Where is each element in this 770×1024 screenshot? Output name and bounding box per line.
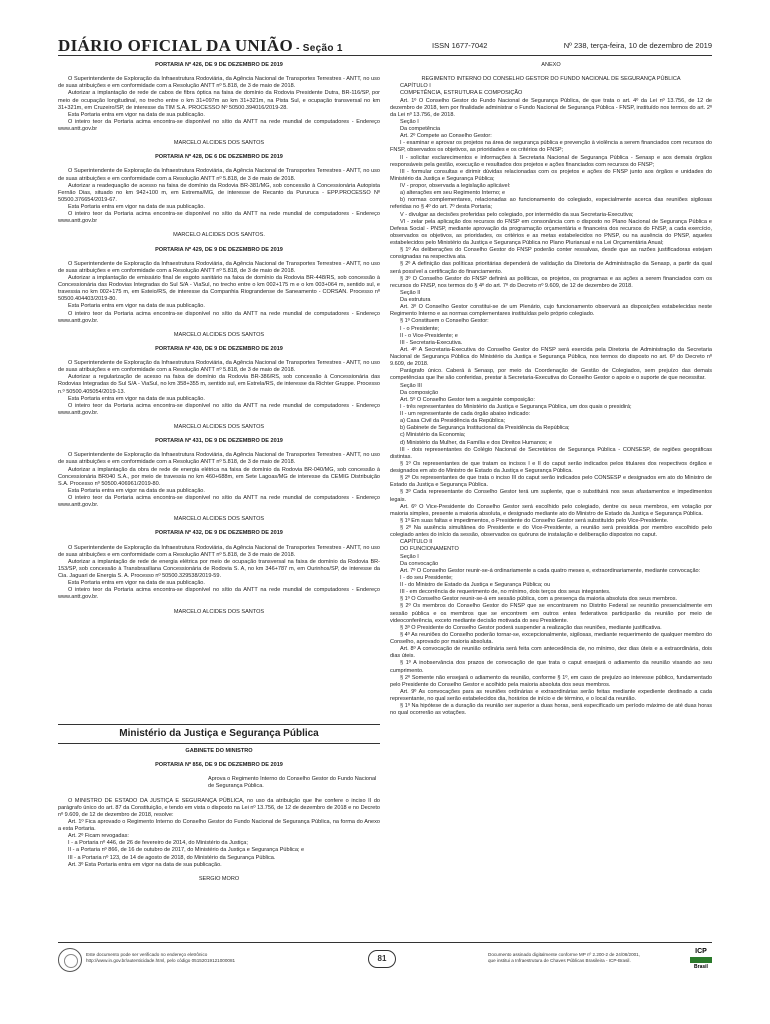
- page-header: [58, 36, 712, 54]
- paragraph: Autorizar a implantação de rede de energia elétrica por meio de ocupação transversal na faixa de domínio da Rodovia BR-153/SP, sob concessão à Transbrasiliana Concessionária de Rodovia S. A, no km 346+787 m, em Ourinhos/SP, de interesse da Cia. Jaguari de Energia S. A. Processo nº 50500.329538/2019-59.: [58, 558, 380, 579]
- paragraph: Art. 2º Ficam revogadas:: [68, 833, 129, 840]
- paragraph: III - formular consultas e dirimir dúvidas relacionadas com os projetos e ações do FNSP junto aos órgãos e unidades do Ministério da Justiça e Segurança Pública;: [390, 168, 712, 182]
- footer-rule: [58, 942, 712, 943]
- paragraph: a) Casa Civil da Presidência da República;: [400, 418, 506, 425]
- signature-line-2: que institui a Infraestrutura de Chaves Públicas Brasileira - ICP-Brasil.: [488, 958, 631, 963]
- paragraph: GABINETE DO MINISTRO: [185, 748, 253, 754]
- paragraph: I - examinar e aprovar os projetos na área de segurança pública e prevenção à violência a serem financiados com recursos do FNSP, observados os objetivos, as prioridades e os critérios do FNSP;: [390, 140, 712, 154]
- paragraph: a) alterações em seu Regimento Interno; e: [400, 190, 506, 197]
- paragraph: Art. 8º A convocação de reunião ordinária será feita com antecedência de, no mínimo, dez dias úteis e a extraordinária, dois dias úteis.: [390, 646, 712, 660]
- paragraph: Seção I: [400, 553, 419, 560]
- paragraph: CAPÍTULO II: [400, 539, 433, 546]
- paragraph: Art. 4º A Secretaria-Executiva do Conselho Gestor do FNSP será exercida pela Diretoria de Administração da Secretaria Nacional de Segurança Pública do Ministério da Justiça e Segurança Pública, nos termos do disposto no art. 6º do Decreto nº 9.609, de 2018.: [390, 346, 712, 368]
- paragraph: I - três representantes do Ministério da Justiça e Segurança Pública, um dos quais o presidirá;: [400, 403, 632, 410]
- paragraph: O Superintendente de Exploração da Infraestrutura Rodoviária, da Agência Nacional de Transportes Terrestres - ANTT, no uso de suas atribuições e em conformidade com a Resolução ANTT nº 5.818, de 3 de maio de 2018.: [58, 168, 380, 182]
- paragraph: § 1º Constituem o Conselho Gestor:: [400, 318, 489, 325]
- paragraph: IV - propor, observada a legislação aplicável:: [400, 183, 511, 189]
- publication-title: [58, 36, 343, 56]
- paragraph: Art. 2º Compete ao Conselho Gestor:: [400, 133, 492, 140]
- verify-line-1: Este documento pode ser verificado no endereço eletrônico: [86, 952, 208, 957]
- paragraph: b) Gabinete de Segurança Institucional da Presidência da República;: [400, 425, 570, 432]
- paragraph: Aprova o Regimento Interno do Conselho Gestor do Fundo Nacional de Segurança Pública.: [208, 776, 377, 790]
- coat-of-arms-icon: [58, 948, 82, 972]
- paragraph: O Superintendente de Exploração da Infraestrutura Rodoviária, da Agência Nacional de Transportes Terrestres - ANTT, no uso de suas atribuições e em conformidade com a Resolução ANTT nº 5.818, de 3 de maio de 2018.: [58, 544, 380, 558]
- paragraph: SERGIO MORO: [198, 875, 240, 882]
- paragraph: O inteiro teor da Portaria acima encontra-se disponível no sítio da ANTT na rede mundial de computadores - Endereço www.antt.gov.br.: [58, 310, 380, 324]
- paragraph: § 1º Em suas faltas e impedimentos, o Presidente do Conselho Gestor será substituído pelo Vice-Presidente.: [400, 517, 669, 524]
- section-label: - Seção 1: [293, 43, 343, 54]
- icp-brasil-icon: [690, 948, 712, 972]
- brand-name: DIÁRIO OFICIAL DA UNIÃO: [58, 36, 294, 55]
- paragraph: MARCELO ALCIDES DOS SANTOS.: [173, 232, 265, 239]
- paragraph: Art. 7º O Conselho Gestor reunir-se-á ordinariamente a cada quatro meses e, extraordinariamente, mediante convocação:: [400, 567, 701, 574]
- paragraph: CAPÍTULO I: [400, 83, 431, 90]
- paragraph: PORTARIA Nº 432, DE 9 DE DEZEMBRO DE 2019: [155, 530, 283, 537]
- paragraph: PORTARIA Nº 426, DE 9 DE DEZEMBRO DE 2019: [155, 62, 283, 68]
- paragraph: MARCELO ALCIDES DOS SANTOS: [173, 516, 265, 523]
- paragraph: O inteiro teor da Portaria acima encontra-se disponível no sítio da ANTT na rede mundial de computadores - Endereço www.antt.gov.br.: [58, 587, 380, 601]
- paragraph: Da convocação: [400, 560, 439, 567]
- paragraph: III - a Portaria nº 123, de 14 de agosto de 2018, do Ministério da Segurança Pública.: [68, 854, 276, 861]
- left-column: [58, 62, 380, 750]
- paragraph: III - em decorrência de requerimento de, no mínimo, dois terços dos seus integrantes.: [400, 589, 611, 596]
- paragraph: ANEXO: [541, 62, 561, 68]
- paragraph: Seção III: [400, 382, 422, 389]
- paragraph: COMPETÊNCIA, ESTRUTURA E COMPOSIÇÃO: [400, 90, 523, 97]
- paragraph: II - solicitar esclarecimentos e informações à Secretaria Nacional de Segurança Pública - Senasp e aos demais órgãos responsáveis pela gestão, execução e resultados dos projetos e ações financiados com recursos do FNSP;: [390, 154, 712, 168]
- paragraph: MARCELO ALCIDES DOS SANTOS: [173, 331, 265, 338]
- verification-text: [86, 952, 235, 964]
- paragraph: PORTARIA Nº 428, DE 6 DE DEZEMBRO DE 2019: [155, 154, 283, 161]
- paragraph: § 1º O Conselho Gestor reunir-se-á em sessão pública, com a presença da maioria absoluta dos seus membros.: [400, 596, 678, 603]
- paragraph: Seção II: [400, 289, 421, 296]
- paragraph: DO FUNCIONAMENTO: [400, 546, 459, 553]
- paragraph: O Superintendente de Exploração da Infraestrutura Rodoviária, da Agência Nacional de Transportes Terrestres - ANTT, no uso de suas atribuições e em conformidade com a Resolução ANTT nº 5.818, de 3 de maio de 2018.: [58, 260, 380, 274]
- paragraph: § 2º Na ausência simultânea do Presidente e do Vice-Presidente, a reunião será presidida por membro escolhido pelo colegiado antes do início da sessão, observados os quóruns de instalação e deliberação dispostos no caput.: [390, 525, 712, 539]
- paragraph: O inteiro teor da Portaria acima encontra-se disponível no sítio da ANTT na rede mundial de computadores - Endereço www.antt.gov.br: [58, 118, 380, 132]
- ministry-heading: Ministério da Justiça e Segurança Pública: [58, 724, 380, 744]
- paragraph: MARCELO ALCIDES DOS SANTOS: [173, 140, 265, 147]
- paragraph: Autorizar a implantação de emissário final de esgoto sanitário na faixa de domínio da Rodovia BR-448/RS, sob concessão à Concessionária das Rodovias Integradas do Sul S/A - ViaSul, no trecho entre o km 002+175 m e o km 003+064 m, sentido sul, e travessia no km 002+175 m, em Esteio/RS, de interesse da Companhia Riograndense de Saneamento - CORSAN. Processo nº 50500.404403/2019-80.: [58, 274, 380, 303]
- edition-date: Nº 238, terça-feira, 10 de dezembro de 2019: [563, 41, 712, 50]
- paragraph: § 4º As reuniões do Conselho poderão tornar-se, excepcionalmente, sigilosas, mediante requerimento de qualquer membro do Conselho, aprovado por maioria absoluta.: [390, 631, 712, 645]
- paragraph: d) Ministério da Mulher, da Família e dos Direitos Humanos; e: [400, 439, 552, 446]
- paragraph: § 2º Os representantes de que trata o inciso III do caput serão indicados pelo CONSESP e designados em ato do Ministro de Estado da Justiça e Segurança Pública.: [390, 475, 712, 489]
- paragraph: § 3º Cada representante do Conselho Gestor terá um suplente, que o substituirá nos seus afastamentos e impedimentos legais.: [390, 489, 712, 503]
- issn-label: ISSN 1677-7042: [432, 41, 488, 50]
- signature-line-1: Documento assinado digitalmente conforme MP nº 2.200-2 de 24/08/2001,: [488, 952, 641, 957]
- paragraph: O inteiro teor da Portaria acima encontra-se disponível no sítio da ANTT na rede mundial de computadores - Endereço www.antt.gov.br: [58, 211, 380, 225]
- paragraph: c) Ministério da Economia;: [400, 432, 466, 439]
- paragraph: § 2º A definição das políticas prioritárias dependerá de validação da Diretoria de Administração da Senasp, a partir da qual será possível a certificação do financiamento.: [390, 261, 712, 275]
- right-column: [390, 62, 712, 997]
- paragraph: III - dois representantes do Colégio Nacional de Secretários de Segurança Pública - CONSESP, de regiões geográficas distintas.: [390, 446, 712, 460]
- paragraph: MARCELO ALCIDES DOS SANTOS: [173, 424, 265, 430]
- paragraph: Esta Portaria entra em vigor na data de sua publicação.: [68, 395, 205, 402]
- paragraph: Autorizar a implantação da obra de rede de energia elétrica na faixa de domínio da Rodovia BR-040/MG, sob concessão à Concessionária BR040 S.A., por meio de travessia no km 460+688m, em Sete Lagoas/MG de interesse da CEMIG Distribuição S.A. Processo nº 50500.406961/2019-80.: [58, 466, 380, 487]
- paragraph: § 1º Os representantes de que tratam os incisos I e II do caput serão indicados pelos titulares dos respectivos órgãos e designados em ato do Ministro de Estado da Justiça e Segurança Pública.: [390, 460, 712, 474]
- paragraph: II - do Ministro de Estado da Justiça e Segurança Pública; ou: [400, 582, 551, 588]
- paragraph: § 2º Somente não ensejará o adiamento da reunião, conforme § 1º, em caso de prejuízo ao interesse público, fundamentado pelo Presidente do Conselho Gestor e acolhido pela maioria absoluta dos seus membros.: [390, 674, 712, 688]
- paragraph: III - Secretaria-Executiva.: [400, 339, 463, 346]
- paragraph: Da composição: [400, 389, 439, 396]
- page-footer: [58, 946, 712, 976]
- paragraph: O inteiro teor da Portaria acima encontra-se disponível no sítio da ANTT na rede mundial de computadores - Endereço www.antt.gov.br.: [58, 402, 380, 416]
- page-number: 81: [368, 950, 396, 968]
- paragraph: Autorizar a regularização de acesso na faixa de domínio da Rodovia BR-386/RS, sob concessão à Concessionária das Rodovias Integradas do Sul S/A - ViaSul, no km 358+355 m, sentido sul, em Estrela/RS, de interesse da Richter Gruppe. Processo n.º 50500.405054/2019-13.: [58, 374, 380, 395]
- paragraph: II - a Portaria nº 866, de 16 de outubro de 2017, do Ministério da Justiça e Segurança Pública; e: [68, 847, 305, 854]
- verify-line-2[interactable]: http://www.in.gov.br/autenticidade.html, pelo código 05152019121000081: [86, 958, 236, 963]
- paragraph: I - a Portaria nº 446, de 26 de fevereiro de 2014, do Ministério da Justiça;: [68, 840, 248, 847]
- paragraph: PORTARIA Nº 429, DE 9 DE DEZEMBRO DE 2019: [155, 246, 283, 253]
- paragraph: § 1º As deliberações do Conselho Gestor do FNSP poderão conter ressalvas, desde que as razões justificadoras estejam consignadas na respectiva ata.: [390, 247, 712, 261]
- paragraph: § 3º O Presidente do Conselho Gestor poderá suspender a realização das reuniões, mediante justificativa.: [400, 624, 662, 631]
- paragraph: O MINISTRO DE ESTADO DA JUSTIÇA E SEGURANÇA PÚBLICA, no uso da atribuição que lhe confere o inciso II do parágrafo único do art. 87 da Constituição, e tendo em vista o disposto na Lei nº 13.756, de 12 de dezembro de 2018 e no Decreto nº 9.609, de 12 de dezembro de 2018, resolve:: [58, 797, 380, 818]
- paragraph: b) normas complementares, relacionadas ao funcionamento do colegiado, especialmente acerca das reuniões sigilosas referidas no § 4º do art. 7º desta Portaria;: [390, 197, 712, 211]
- paragraph: Da competência: [400, 126, 441, 132]
- header-rule: [58, 55, 712, 56]
- paragraph: Esta Portaria entra em vigor na data de sua publicação.: [68, 580, 205, 587]
- paragraph: Art. 1º Fica aprovado o Regimento Interno do Conselho Gestor do Fundo Nacional de Segurança Pública, na forma do Anexo a esta Portaria.: [58, 818, 380, 832]
- paragraph: Art. 9º As convocações para as reuniões ordinárias e extraordinárias serão feitas mediante expediente destinado a cada representante, no qual serão estabelecidos dia, horários de início e de término, e o local da reunião.: [390, 688, 712, 702]
- paragraph: O Superintendente de Exploração da Infraestrutura Rodoviária, da Agência Nacional de Transportes Terrestres - ANTT, no uso de suas atribuições e em conformidade com a Resolução ANTT nº 5.818, de 3 de maio de 2018.: [58, 76, 380, 90]
- paragraph: REGIMENTO INTERNO DO CONSELHO GESTOR DO FUNDO NACIONAL DE SEGURANÇA PÚBLICA: [421, 76, 681, 83]
- paragraph: Seção I: [400, 118, 419, 125]
- paragraph: PORTARIA Nº 856, DE 9 DE DEZEMBRO DE 2019: [155, 762, 283, 769]
- paragraph: Art. 3º O Conselho Gestor constitui-se de um Plenário, cujo funcionamento observará as disposições estabelecidas neste Regimento Interno e as normas complementares instituídas pelo próprio colegiado.: [390, 304, 712, 318]
- paragraph: Da estrutura: [400, 297, 431, 303]
- paragraph: I - o Presidente;: [400, 325, 440, 332]
- paragraph: § 3º O Conselho Gestor do FNSP definirá as políticas, os projetos, os programas e as ações a serem financiados com os recursos do FNSP, nos termos do § 4º do art. 7º do Decreto nº 9.609, de 12 de dezembro de 2018.: [390, 275, 712, 289]
- paragraph: Art. 1º O Conselho Gestor do Fundo Nacional de Segurança Pública, de que trata o art. 4º da Lei nº 13.756, de 12 de dezembro de 2018, tem por finalidade administrar o Fundo Nacional de Segurança Pública - FNSP, instituído nos termos do art. 2º da Lei nº 13.756, de 2018.: [390, 97, 712, 118]
- paragraph: PORTARIA Nº 430, DE 9 DE DEZEMBRO DE 2019: [155, 345, 283, 352]
- signature-note: [488, 952, 688, 964]
- paragraph: VI - zelar pela aplicação dos recursos do FNSP em consonância com o disposto no Plano Nacional de Segurança Pública e Defesa Social - PNSP, mediante aprovação da programação orçamentária e financeira dos recursos do FNSP, a cada exercício, observados os objetivos, as prioridades, os critérios e as metas estabelecidos no PNSP, ou na ausência do PNSP, aqueles estabelecidos pelo Ministério da Justiça e Segurança Pública no Plano Plurianual e na Lei Orçamentária Anual;: [390, 218, 712, 246]
- paragraph: Esta Portaria entra em vigor na data de sua publicação.: [68, 204, 205, 210]
- paragraph: Art. 6º O Vice-Presidente do Conselho Gestor será escolhido pelo colegiado, dentre os seus membros, em votação por maioria simples, presente a maioria absoluta, e designado mediante ato do Ministro de Estado da Justiça e Segurança Pública.: [390, 503, 712, 517]
- paragraph: O Superintendente de Exploração da Infraestrutura Rodoviária, da Agência Nacional de Transportes Terrestres - ANTT, no uso de suas atribuições e em conformidade com a Resolução ANTT nº 5.818, de 3 de maio de 2018.: [58, 360, 380, 374]
- paragraph: II - um representante de cada órgão abaixo indicado:: [400, 411, 531, 417]
- paragraph: O inteiro teor da Portaria acima encontra-se disponível no sítio da ANTT na rede mundial de computadores - Endereço www.antt.gov.br.: [58, 495, 380, 509]
- paragraph: Autorizar a readequação de acesso na faixa de domínio da Rodovia BR-381/MG, sob concessão à Concessionária Autopista Fernão Dias, situado no km 942+100 m, em Extrema/MG, de interesse de Recanto da Pururuca - EPP.PROCESSO Nº 50500.376654/2019-67.: [58, 182, 380, 203]
- paragraph: I - do seu Presidente;: [400, 574, 453, 581]
- icp-label: ICP: [695, 948, 707, 955]
- paragraph: Parágrafo único. Caberá à Senasp, por meio da Coordenação de Gestão de Colegiados, sem prejuízo das demais competências que lhe são conferidas, prestar à Secretaria-Executiva do Conselho Gestor o apoio e o suporte de que necessitar.: [390, 368, 712, 382]
- ministry-column: [58, 748, 380, 883]
- paragraph: MARCELO ALCIDES DOS SANTOS: [173, 608, 265, 615]
- paragraph: II - o Vice-Presidente; e: [400, 332, 458, 339]
- paragraph: § 1º A inobservância dos prazos de convocação de que trata o caput ensejará o adiamento da reunião visando ao seu cumprimento.: [390, 660, 712, 674]
- paragraph: Art. 5º O Conselho Gestor tem a seguinte composição:: [400, 396, 535, 403]
- paragraph: Esta Portaria entra em vigor na data de sua publicação.: [68, 303, 205, 310]
- paragraph: V - divulgar as decisões proferidas pelo colegiado, por intermédio da sua Secretaria-Executiva;: [400, 211, 634, 218]
- paragraph: § 2º Os membros do Conselho Gestor do FNSP que se encontrarem no Distrito Federal se reunirão presencialmente em sessão pública e os membros que se encontrem em outros entes federativos participarão da reunião por meio de videoconferência, exceto mediante decisão motivada do seu Presidente.: [390, 603, 712, 624]
- icp-bar: [690, 957, 712, 963]
- paragraph: Autorizar a implantação de rede de cabos de fibra óptica na faixa de domínio da Rodovia Presidente Dutra, BR-116/SP, por meio de ocupação longitudinal, no trecho entre o km 31+097m ao km 31+321m, na Pista Sul, e ocupação transversal no km 31+321m, em Cruzeiro/SP, de interesse da TIM S.A. PROCESSO Nº 50500.394016/2019-28.: [58, 90, 380, 111]
- paragraph: Esta Portaria entra em vigor na data de sua publicação.: [68, 111, 205, 118]
- icp-sub: Brasil: [694, 964, 708, 970]
- paragraph: PORTARIA Nº 431, DE 9 DE DEZEMBRO DE 2019: [155, 438, 283, 445]
- paragraph: O Superintendente de Exploração da Infraestrutura Rodoviária, da Agência Nacional de Transportes Terrestres - ANTT, no uso de suas atribuições e em conformidade com a Resolução ANTT nº 5.818, de 3 de maio de 2018.: [58, 452, 380, 466]
- paragraph: Esta Portaria entra em vigor na data de sua publicação.: [68, 487, 205, 494]
- paragraph: Art. 3º Esta Portaria entra em vigor na data de sua publicação.: [68, 861, 222, 868]
- paragraph: § 1º Na hipótese de a duração da reunião ser superior a duas horas, será especificado um período máximo de até duas horas no qual ocorrerão as votações.: [390, 703, 712, 717]
